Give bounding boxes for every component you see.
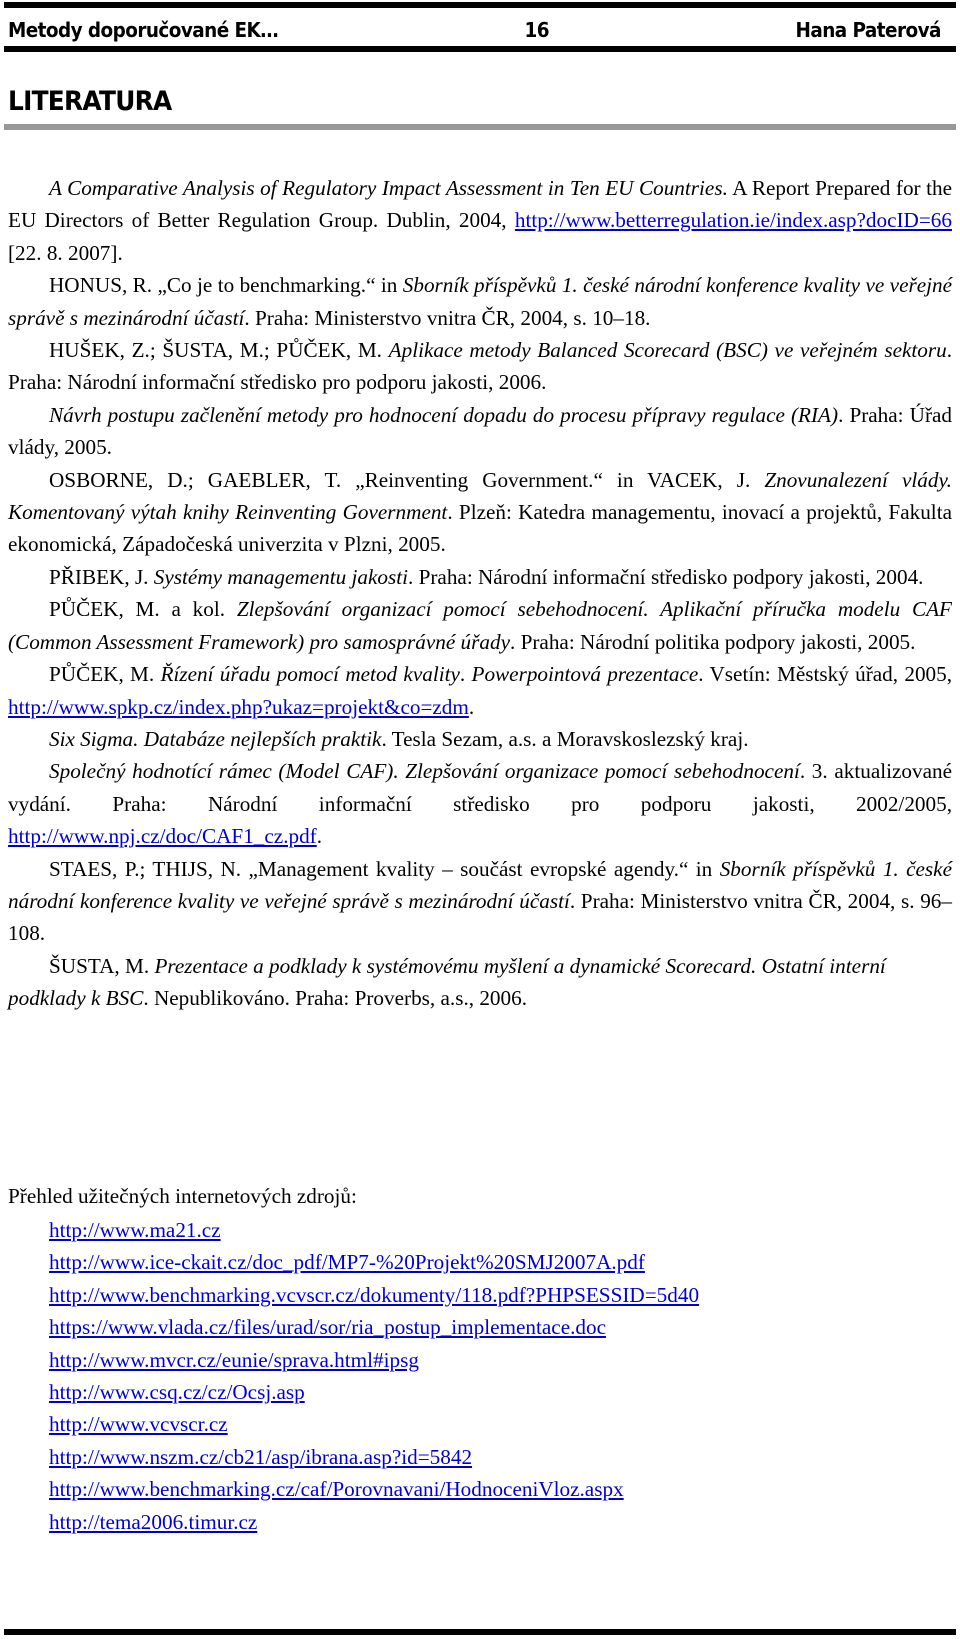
ref-text: OSBORNE, D.; GAEBLER, T. „Reinventing Government.“ in VACEK, J. xyxy=(49,467,765,492)
ref-text: . xyxy=(459,662,472,687)
ref-link[interactable]: http://www.betterregulation.ie/index.asp?docID=66 xyxy=(514,208,952,233)
resource-link[interactable]: http://www.benchmarking.vcvscr.cz/dokumenty/118.pdf?PHPSESSID=5d40 xyxy=(49,1282,700,1307)
reference-entry xyxy=(8,755,952,852)
resource-link[interactable]: https://www.vlada.cz/files/urad/sor/ria_postup_implementace.doc xyxy=(49,1315,606,1340)
reference-list xyxy=(8,172,952,1015)
running-header xyxy=(8,10,941,50)
reference-entry xyxy=(8,334,952,399)
resource-link[interactable]: http://www.mvcr.cz/eunie/sprava.html#ipsg xyxy=(49,1347,419,1372)
section-title-rule xyxy=(4,124,956,130)
ref-italic: Aplikace metody Balanced Scorecard (BSC) ve veřejném sektoru xyxy=(388,338,947,363)
ref-link[interactable]: http://www.spkp.cz/index.php?ukaz=projekt&co=zdm xyxy=(8,694,469,719)
resource-link[interactable]: http://www.nszm.cz/cb21/asp/ibrana.asp?id=5842 xyxy=(49,1444,473,1469)
ref-italic: A Comparative Analysis of Regulatory Impact Assessment in Ten EU Countries. xyxy=(49,176,728,200)
reference-entry xyxy=(8,723,952,755)
resource-link[interactable]: http://www.vcvscr.cz xyxy=(49,1412,228,1437)
ref-italic: Společný hodnotící rámec (Model CAF). Zlepšování organizace pomocí sebehodnocení xyxy=(49,759,800,784)
ref-italic: Powerpointová prezentace xyxy=(471,662,699,687)
ref-text: HUŠEK, Z.; ŠUSTA, M.; PŮČEK, M. xyxy=(49,338,389,363)
ref-text: STAES, P.; THIJS, N. „Management kvality – součást evropské agendy.“ in xyxy=(49,856,720,881)
resource-link[interactable]: http://www.ma21.cz xyxy=(49,1218,221,1242)
ref-italic: Řízení úřadu pomocí metod kvality xyxy=(160,662,460,687)
ref-text: . xyxy=(468,694,475,719)
resource-link[interactable]: http://www.csq.cz/cz/Ocsj.asp xyxy=(49,1380,305,1405)
ref-text: PŮČEK, M. a kol. xyxy=(49,597,237,622)
resource-link[interactable]: http://www.ice-ckait.cz/doc_pdf/MP7-%20Projekt%20SMJ2007A.pdf xyxy=(49,1250,645,1275)
header-author: Hana Paterová xyxy=(795,18,941,42)
ref-text: . Praha: Národní informační středisko pro podporu jakosti, 2006. xyxy=(8,338,952,395)
ref-text: . Nepublikováno. Praha: Proverbs, a.s., 2006. xyxy=(143,986,528,1011)
reference-entry xyxy=(8,561,952,593)
ref-text: . Praha: Národní informační středisko podpory jakosti, 2004. xyxy=(407,564,924,589)
section-title: LITERATURA xyxy=(8,86,172,117)
ref-text: HONUS, R. „Co je to benchmarking.“ in xyxy=(49,273,403,298)
footer-rule xyxy=(4,1629,956,1635)
ref-text: . Praha: Ministerstvo vnitra ČR, 2004, s. 10–18. xyxy=(244,305,651,330)
ref-italic: Sborník příspěvků 1. české národní konference kvality ve veřejné správě s mezinárodní účastí xyxy=(8,856,952,913)
reference-entry xyxy=(8,172,952,269)
ref-italic: Návrh postupu začlenění metody pro hodnocení dopadu do procesu přípravy regulace (RIA) xyxy=(49,402,839,427)
ref-italic: Prezentace a podklady k systémovému myšlení a dynamické Scorecard. Ostatní interní podklady k BSC xyxy=(8,953,886,1011)
ref-italic: Six Sigma. Databáze nejlepších praktik xyxy=(49,726,382,751)
resource-link[interactable]: http://www.benchmarking.cz/caf/Porovnavani/HodnoceniVloz.aspx xyxy=(49,1477,624,1502)
ref-text: PŮČEK, M. xyxy=(49,662,161,687)
ref-text: . Praha: Národní politika podpory jakosti, 2005. xyxy=(510,629,916,654)
reference-entry xyxy=(8,399,952,464)
reference-entry xyxy=(8,593,952,658)
ref-text: PŘIBEK, J. xyxy=(49,564,154,589)
ref-text: ŠUSTA, M. xyxy=(49,953,155,978)
reference-entry xyxy=(8,658,952,723)
header-bottom-rule xyxy=(4,46,956,52)
ref-italic: Zlepšování organizací pomocí sebehodnocení. Aplikační příručka modelu CAF (Common Assessment Framework) pro samosprávné úřady xyxy=(8,597,952,654)
ref-text: . Tesla Sezam, a.s. a Moravskoslezský kraj. xyxy=(381,726,749,751)
reference-entry xyxy=(8,950,952,1015)
reference-entry xyxy=(8,853,952,950)
ref-text: . Plzeň: Katedra managementu, inovací a projektů, Fakulta ekonomická, Západočeská univerzita v Plzni, 2005. xyxy=(8,500,952,557)
ref-italic: Systémy managementu jakosti xyxy=(153,564,408,589)
resource-link-list xyxy=(49,1214,699,1538)
resource-link[interactable]: http://tema2006.timur.cz xyxy=(49,1509,258,1534)
header-page-number: 16 xyxy=(524,18,550,42)
ref-link[interactable]: http://www.npj.cz/doc/CAF1_cz.pdf xyxy=(8,824,317,849)
ref-text: . Vsetín: Městský úřad, 2005, xyxy=(698,662,953,687)
ref-text: . 3. aktualizované vydání. Praha: Národní informační středisko pro podporu jakosti, 2002/2005, xyxy=(8,759,952,816)
ref-text: . Praha: Ministerstvo vnitra ČR, 2004, s. 96–108. xyxy=(8,888,952,946)
ref-text: . xyxy=(316,824,323,849)
ref-italic: Znovunalezení vlády. Komentovaný výtah knihy Reinventing Government xyxy=(8,467,952,525)
reference-entry xyxy=(8,269,952,334)
ref-italic: Sborník příspěvků 1. české národní konference kvality ve veřejné správě s mezinárodní účastí xyxy=(8,273,953,330)
ref-text: [22. 8. 2007]. xyxy=(8,240,123,265)
resources-heading: Přehled užitečných internetových zdrojů: xyxy=(8,1184,357,1208)
header-document-title: Metody doporučované EK… xyxy=(8,18,279,42)
header-top-rule xyxy=(4,2,956,8)
reference-entry xyxy=(8,464,952,561)
ref-text: A Report Prepared for the EU Directors of Better Regulation Group. Dublin, 2004, xyxy=(8,176,953,233)
ref-text: . Praha: Úřad vlády, 2005. xyxy=(8,402,952,460)
